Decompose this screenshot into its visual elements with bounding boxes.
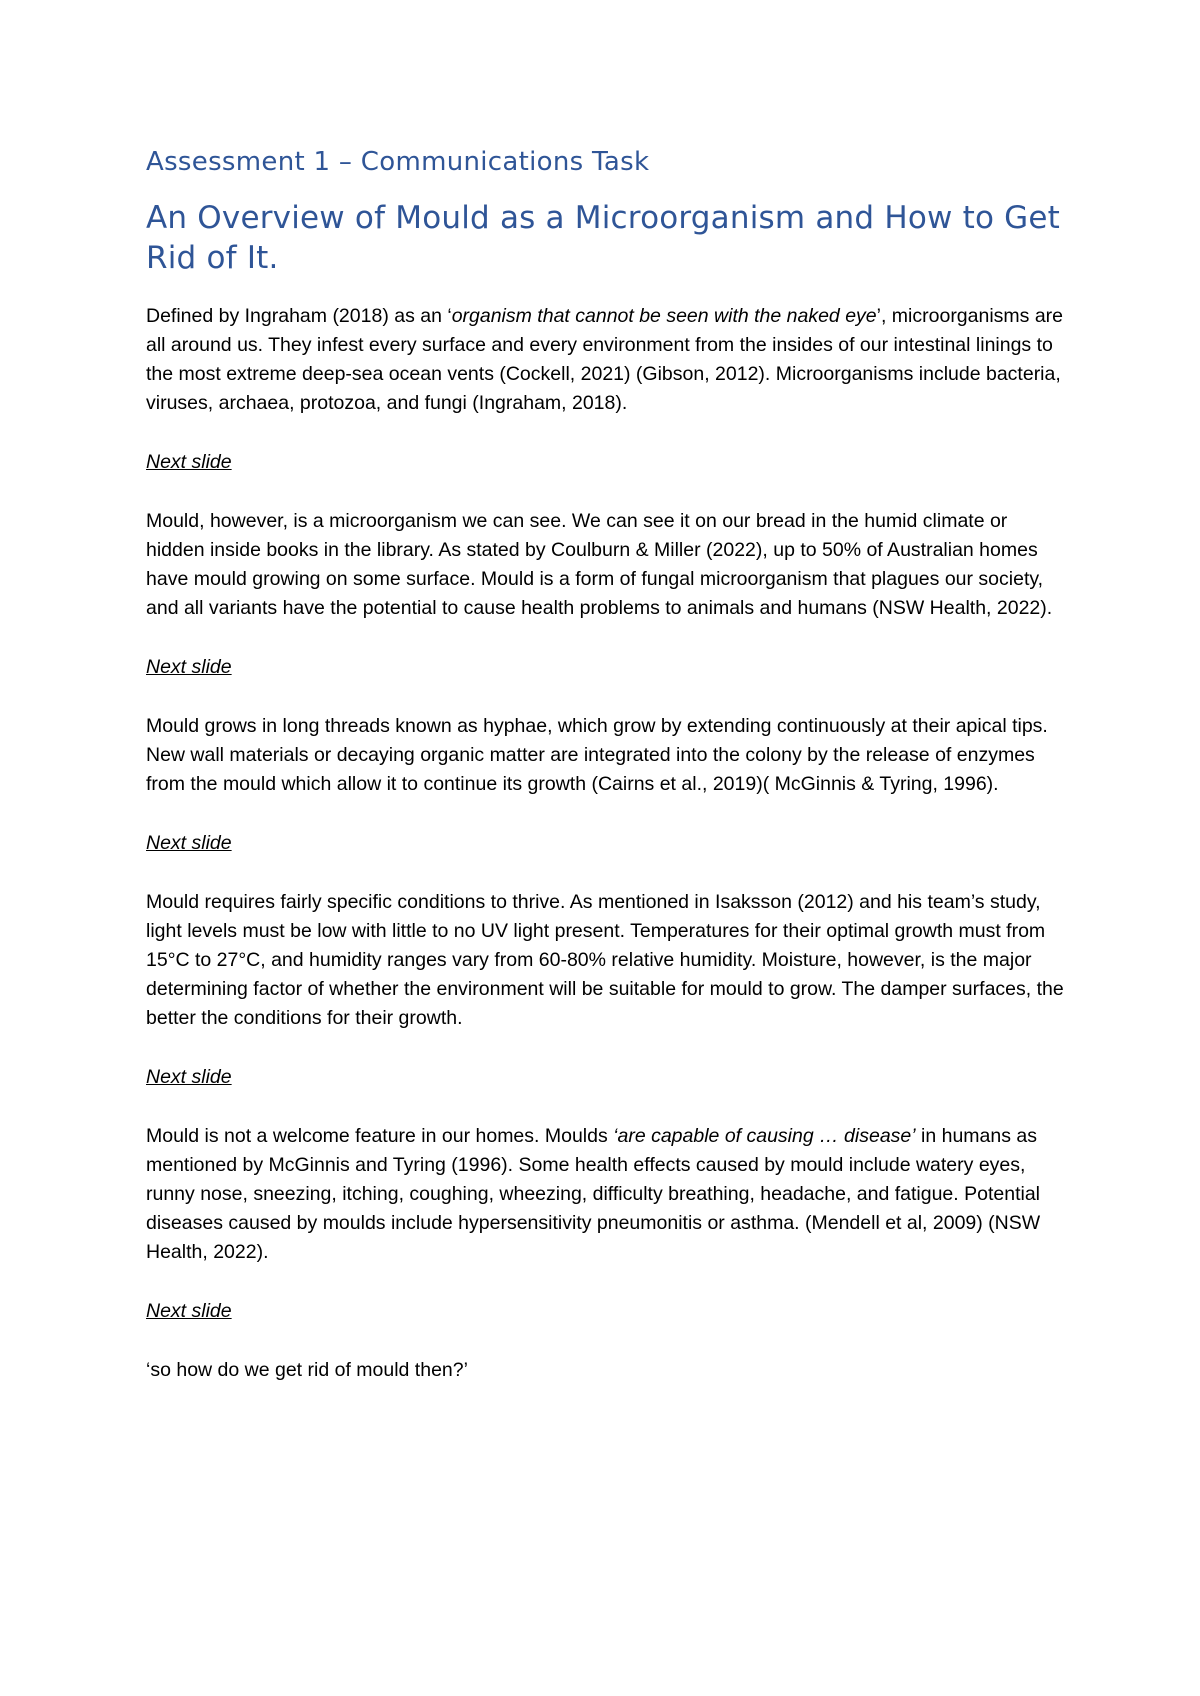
next-slide-marker: Next slide — [146, 1066, 232, 1088]
document-title: An Overview of Mould as a Microorganism and How to Get Rid of It. — [146, 200, 1061, 276]
paragraph-visible-mould: Mould, however, is a microorganism we can see. We can see it on our bread in the humid climate or hidden inside books in the library. As stated by Coulburn & Miller (2022), up to 50% of Australian homes have mould growing on some surface. Mould is a form of fungal microorganism that plagues our society, and all variants have the potential to cause health problems to animals and humans (NSW Health, 2022). — [146, 510, 1053, 619]
health-text-start: Mould is not a welcome feature in our homes. Moulds — [146, 1125, 614, 1147]
intro-quote: organism that cannot be seen with the naked eye — [451, 305, 877, 327]
paragraph-hyphae: Mould grows in long threads known as hyphae, which grow by extending continuously at their apical tips. New wall materials or decaying organic matter are integrated into the colony by the release of enzymes from the mould which allow it to continue its growth (Cairns et al., 2019)( McGinnis & Tyring, 1996). — [146, 715, 1048, 795]
next-slide-marker: Next slide — [146, 451, 232, 473]
assessment-heading: Assessment 1 – Communications Task — [146, 147, 650, 177]
health-quote: ‘are capable of causing … disease’ — [613, 1125, 916, 1147]
next-slide-marker: Next slide — [146, 1300, 232, 1322]
next-slide-marker: Next slide — [146, 656, 232, 678]
paragraph-health-effects — [146, 1122, 1066, 1267]
paragraph-question: ‘so how do we get rid of mould then?’ — [146, 1359, 468, 1381]
intro-text-start: Defined by Ingraham (2018) as an ‘ — [146, 305, 452, 327]
document-page — [146, 140, 1066, 1415]
paragraph-intro — [146, 302, 1066, 418]
intro-text-end: ’, microorganisms are all around us. They infest every surface and every environment from the insides of our intestinal linings to the most extreme deep-sea ocean vents (Cockell, 2021) (Gibson, 2012). Microorganisms include bacteria, viruses, archaea, protozoa, and fungi (Ingraham, 2018). — [146, 305, 1064, 414]
next-slide-marker: Next slide — [146, 832, 232, 854]
paragraph-conditions: Mould requires fairly specific conditions to thrive. As mentioned in Isaksson (2012) and his team’s study, light levels must be low with little to no UV light present. Temperatures for their optimal growth must from 15°C to 27°C, and humidity ranges vary from 60-80% relative humidity. Moisture, however, is the major determining factor of whether the environment will be suitable for mould to grow. The damper surfaces, the better the conditions for their growth. — [146, 891, 1064, 1029]
health-text-end: in humans as mentioned by McGinnis and Tyring (1996). Some health effects caused by mould include watery eyes, runny nose, sneezing, itching, coughing, wheezing, difficulty breathing, headache, and fatigue. Potential diseases caused by moulds include hypersensitivity pneumonitis or asthma. (Mendell et al, 2009) (NSW Health, 2022). — [146, 1125, 1041, 1263]
